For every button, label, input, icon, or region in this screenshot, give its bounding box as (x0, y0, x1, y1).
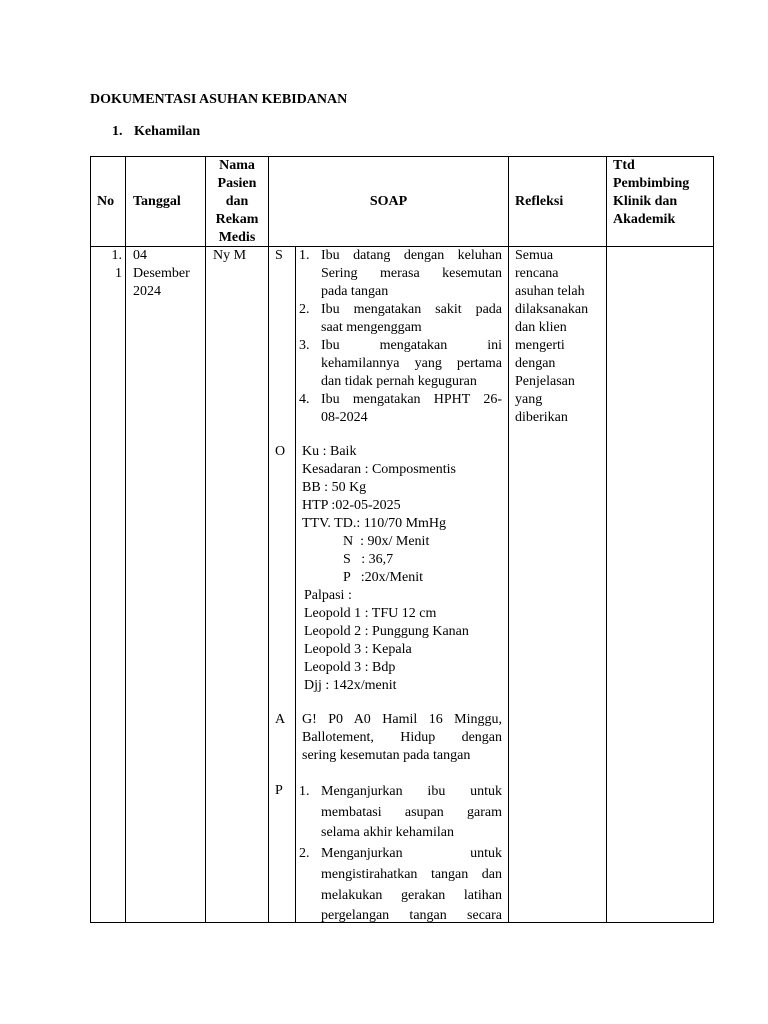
col-line (125, 156, 126, 923)
row-ttd-signature-cell (607, 247, 713, 922)
col-line (713, 156, 714, 923)
section-label: Kehamilan (134, 124, 201, 139)
soap-letter-a: A (275, 712, 286, 727)
assessment-block: G! P0 A0 Hamil 16 Minggu, Ballotement, Hidup dengan sering kesemutan pada tangan (302, 712, 502, 763)
plan-list (299, 782, 502, 927)
col-line (295, 247, 296, 923)
header-no: No (97, 194, 115, 209)
col-line (268, 156, 269, 923)
row-nama-pasien: Ny M (213, 248, 247, 263)
row-refleksi: Semua rencana asuhan telah dilaksanakan dan klien mengerti dengan Penjelasan yang diberikan (515, 248, 589, 425)
objective-block: Ku : Baik Kesadaran : Composmentis BB : 50 Kg HTP :02-05-2025 TTV. TD.: 110/70 MmHg N : 90x/ Menit S : 36,7 P :20x/Menit Palpasi : Leopold 1 : TFU 12 cm Leopold 2 : Punggung Kanan Leopold 3 : Kepala Leopold 3 : Bdp Djj : 142x/menit (302, 443, 505, 695)
list-item: 1. Menganjurkan ibu untuk membatasi asupan garam selama akhir kehamilan (299, 784, 502, 841)
soap-letter-o: O (275, 444, 286, 459)
list-item: 4. Ibu mengatakan HPHT 26- 08-2024 (299, 392, 502, 425)
list-item: 2. Ibu mengatakan sakit pada saat mengenggam (299, 302, 502, 335)
list-item: 3. Ibu mengatakan ini kehamilannya yang pertama dan tidak pernah keguguran (299, 338, 502, 389)
vital-s: S : 36,7 (343, 552, 394, 567)
header-ttd: Ttd Pembimbing Klinik dan Akademik (613, 158, 690, 227)
soap-letter-p: P (275, 783, 283, 798)
section-heading (112, 124, 200, 140)
row-tanggal: 04 Desember 2024 (133, 248, 190, 299)
header-soap: SOAP (369, 194, 408, 209)
header-refleksi: Refleksi (515, 194, 564, 209)
subjective-list (299, 247, 502, 427)
list-item: 2. Menganjurkan untuk mengistirahatkan tangan dan melakukan gerakan latihan pergelangan tangan secara (299, 846, 502, 924)
col-line (205, 156, 206, 923)
vital-n: N : 90x/ Menit (343, 534, 430, 549)
section-number: 1. (112, 124, 123, 139)
header-nama-pasien: Nama Pasien dan Rekam Medis (215, 158, 259, 245)
header-tanggal: Tanggal (133, 194, 181, 209)
palpasi-block: Palpasi : Leopold 1 : TFU 12 cm Leopold 2 : Punggung Kanan Leopold 3 : Kepala Leopold 3 : Bdp Djj : 142x/menit (304, 588, 469, 693)
soap-letter-s: S (275, 248, 283, 263)
row-number: 1. 1 (111, 248, 122, 281)
list-item: 1. Ibu datang dengan keluhan Sering merasa kesemutan pada tangan (299, 248, 502, 299)
document-title: DOKUMENTASI ASUHAN KEBIDANAN (90, 92, 348, 107)
vital-p: P :20x/Menit (343, 570, 423, 585)
col-line (508, 156, 509, 923)
